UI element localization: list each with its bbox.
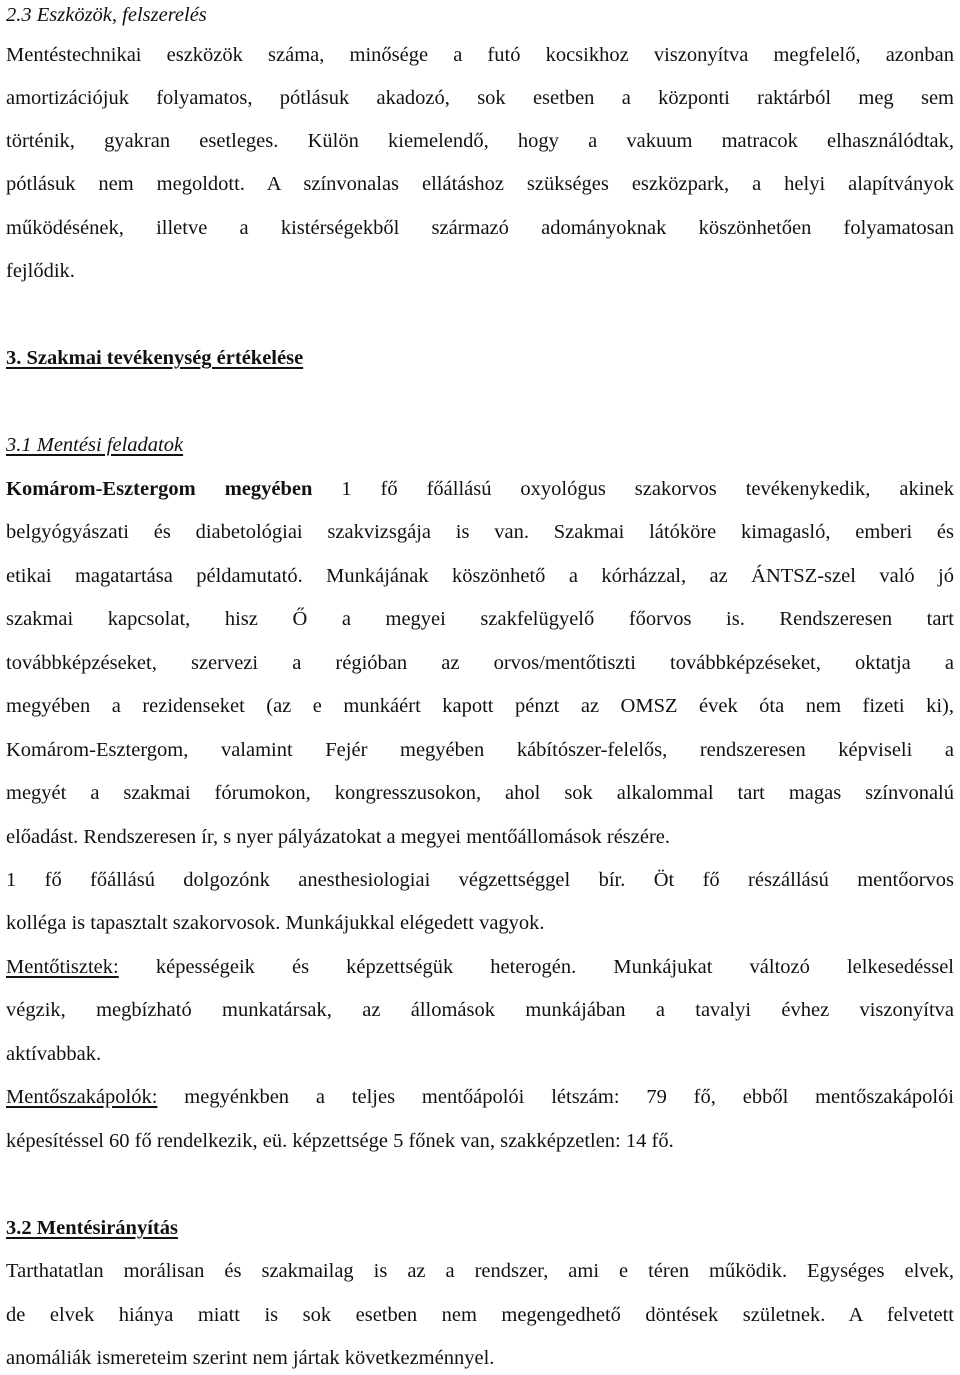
paragraph-line: Mentéstechnikai eszközök száma, minősége a futó kocsikhoz viszonyítva megfelelő, azonban <box>6 44 954 66</box>
mentotisztek-label: Mentőtisztek: <box>6 956 119 978</box>
paragraph-line: működésének, illetve a kistérségekből származó adományoknak köszönhetően folyamatosan <box>6 217 954 239</box>
paragraph-line: belgyógyászati és diabetológiai szakvizsgája is van. Szakmai látóköre kimagasló, emberi és <box>6 521 954 543</box>
county-name: Komárom-Esztergom megyében <box>6 478 313 500</box>
section-3-heading-text: 3. Szakmai tevékenység értékelése <box>6 347 304 369</box>
paragraph-line: végzik, megbízható munkatársak, az állomások munkájában a tavalyi évhez viszonyítva <box>6 999 954 1021</box>
paragraph-line: etikai magatartása példamutató. Munkájának köszönhető a kórházzal, az ÁNTSZ-szel való jó <box>6 565 954 587</box>
paragraph-line: aktívabbak. <box>6 1043 102 1065</box>
paragraph-line: kolléga is tapasztalt szakorvosok. Munkájukkal elégedett vagyok. <box>6 912 545 934</box>
paragraph-line: történik, gyakran esetleges. Külön kiemelendő, hogy a vakuum matracok elhasználódtak, <box>6 130 954 152</box>
section-3-2-heading <box>6 1213 954 1243</box>
paragraph-line: szakmai kapcsolat, hisz Ő a megyei szakfelügyelő főorvos is. Rendszeresen tart <box>6 608 954 630</box>
section-2-3-heading: 2.3 Eszközök, felszerelés <box>6 4 207 26</box>
paragraph-line: Komárom-Esztergom, valamint Fejér megyében kábítószer-felelős, rendszeresen képviseli a <box>6 739 954 761</box>
paragraph-line: előadást. Rendszeresen ír, s nyer pályázatokat a megyei mentőállomások részére. <box>6 826 671 848</box>
paragraph-line: fejlődik. <box>6 260 75 282</box>
paragraph-line: de elvek hiánya miatt is sok esetben nem megengedhető döntések születnek. A felvetett <box>6 1304 954 1326</box>
paragraph-line: amortizációjuk folyamatos, pótlásuk akadozó, sok esetben a központi raktárból meg sem <box>6 87 954 109</box>
paragraph-line: pótlásuk nem megoldott. A színvonalas ellátáshoz szükséges eszközpark, a helyi alapítványok <box>6 173 954 195</box>
section-3-1-heading <box>6 430 954 460</box>
paragraph-line: Tarthatatlan morálisan és szakmailag is az a rendszer, ami e téren működik. Egységes elvek, <box>6 1260 954 1282</box>
paragraph-line: továbbképzéseket, szervezi a régióban az orvos/mentőtiszti továbbképzéseket, oktatja a <box>6 652 954 674</box>
section-3-2-heading-text: 3.2 Mentésirányítás <box>6 1217 178 1239</box>
mentoszakapolok-label: Mentőszakápolók: <box>6 1086 158 1108</box>
paragraph-line: 1 fő főállású dolgozónk anesthesiologiai végzettséggel bír. Öt fő részállású mentőorvos <box>6 869 954 891</box>
paragraph-line <box>6 952 954 982</box>
section-3-1-heading-text: 3.1 Mentési feladatok <box>6 434 184 456</box>
paragraph-text: megyénkben a teljes mentőápolói létszám: 79 fő, ebből mentőszakápolói <box>184 1086 955 1108</box>
paragraph-line <box>6 1082 954 1112</box>
paragraph-line: anomáliák ismereteim szerint nem jártak következménnyel. <box>6 1347 495 1369</box>
section-3-heading <box>6 343 954 373</box>
paragraph-text: képességeik és képzettségük heterogén. Munkájukat változó lelkesedéssel <box>155 956 954 978</box>
paragraph-line: megyét a szakmai fórumokon, kongresszusokon, ahol sok alkalommal tart magas színvonalú <box>6 782 954 804</box>
paragraph-text: 1 fő főállású oxyológus szakorvos tevékenykedik, akinek <box>341 478 954 500</box>
paragraph-line <box>6 474 954 504</box>
paragraph-line: képesítéssel 60 fő rendelkezik, eü. képzettsége 5 főnek van, szakképzetlen: 14 fő. <box>6 1130 674 1152</box>
paragraph-line: megyében a rezidenseket (az e munkáért kapott pénzt az OMSZ évek óta nem fizeti ki), <box>6 695 954 717</box>
